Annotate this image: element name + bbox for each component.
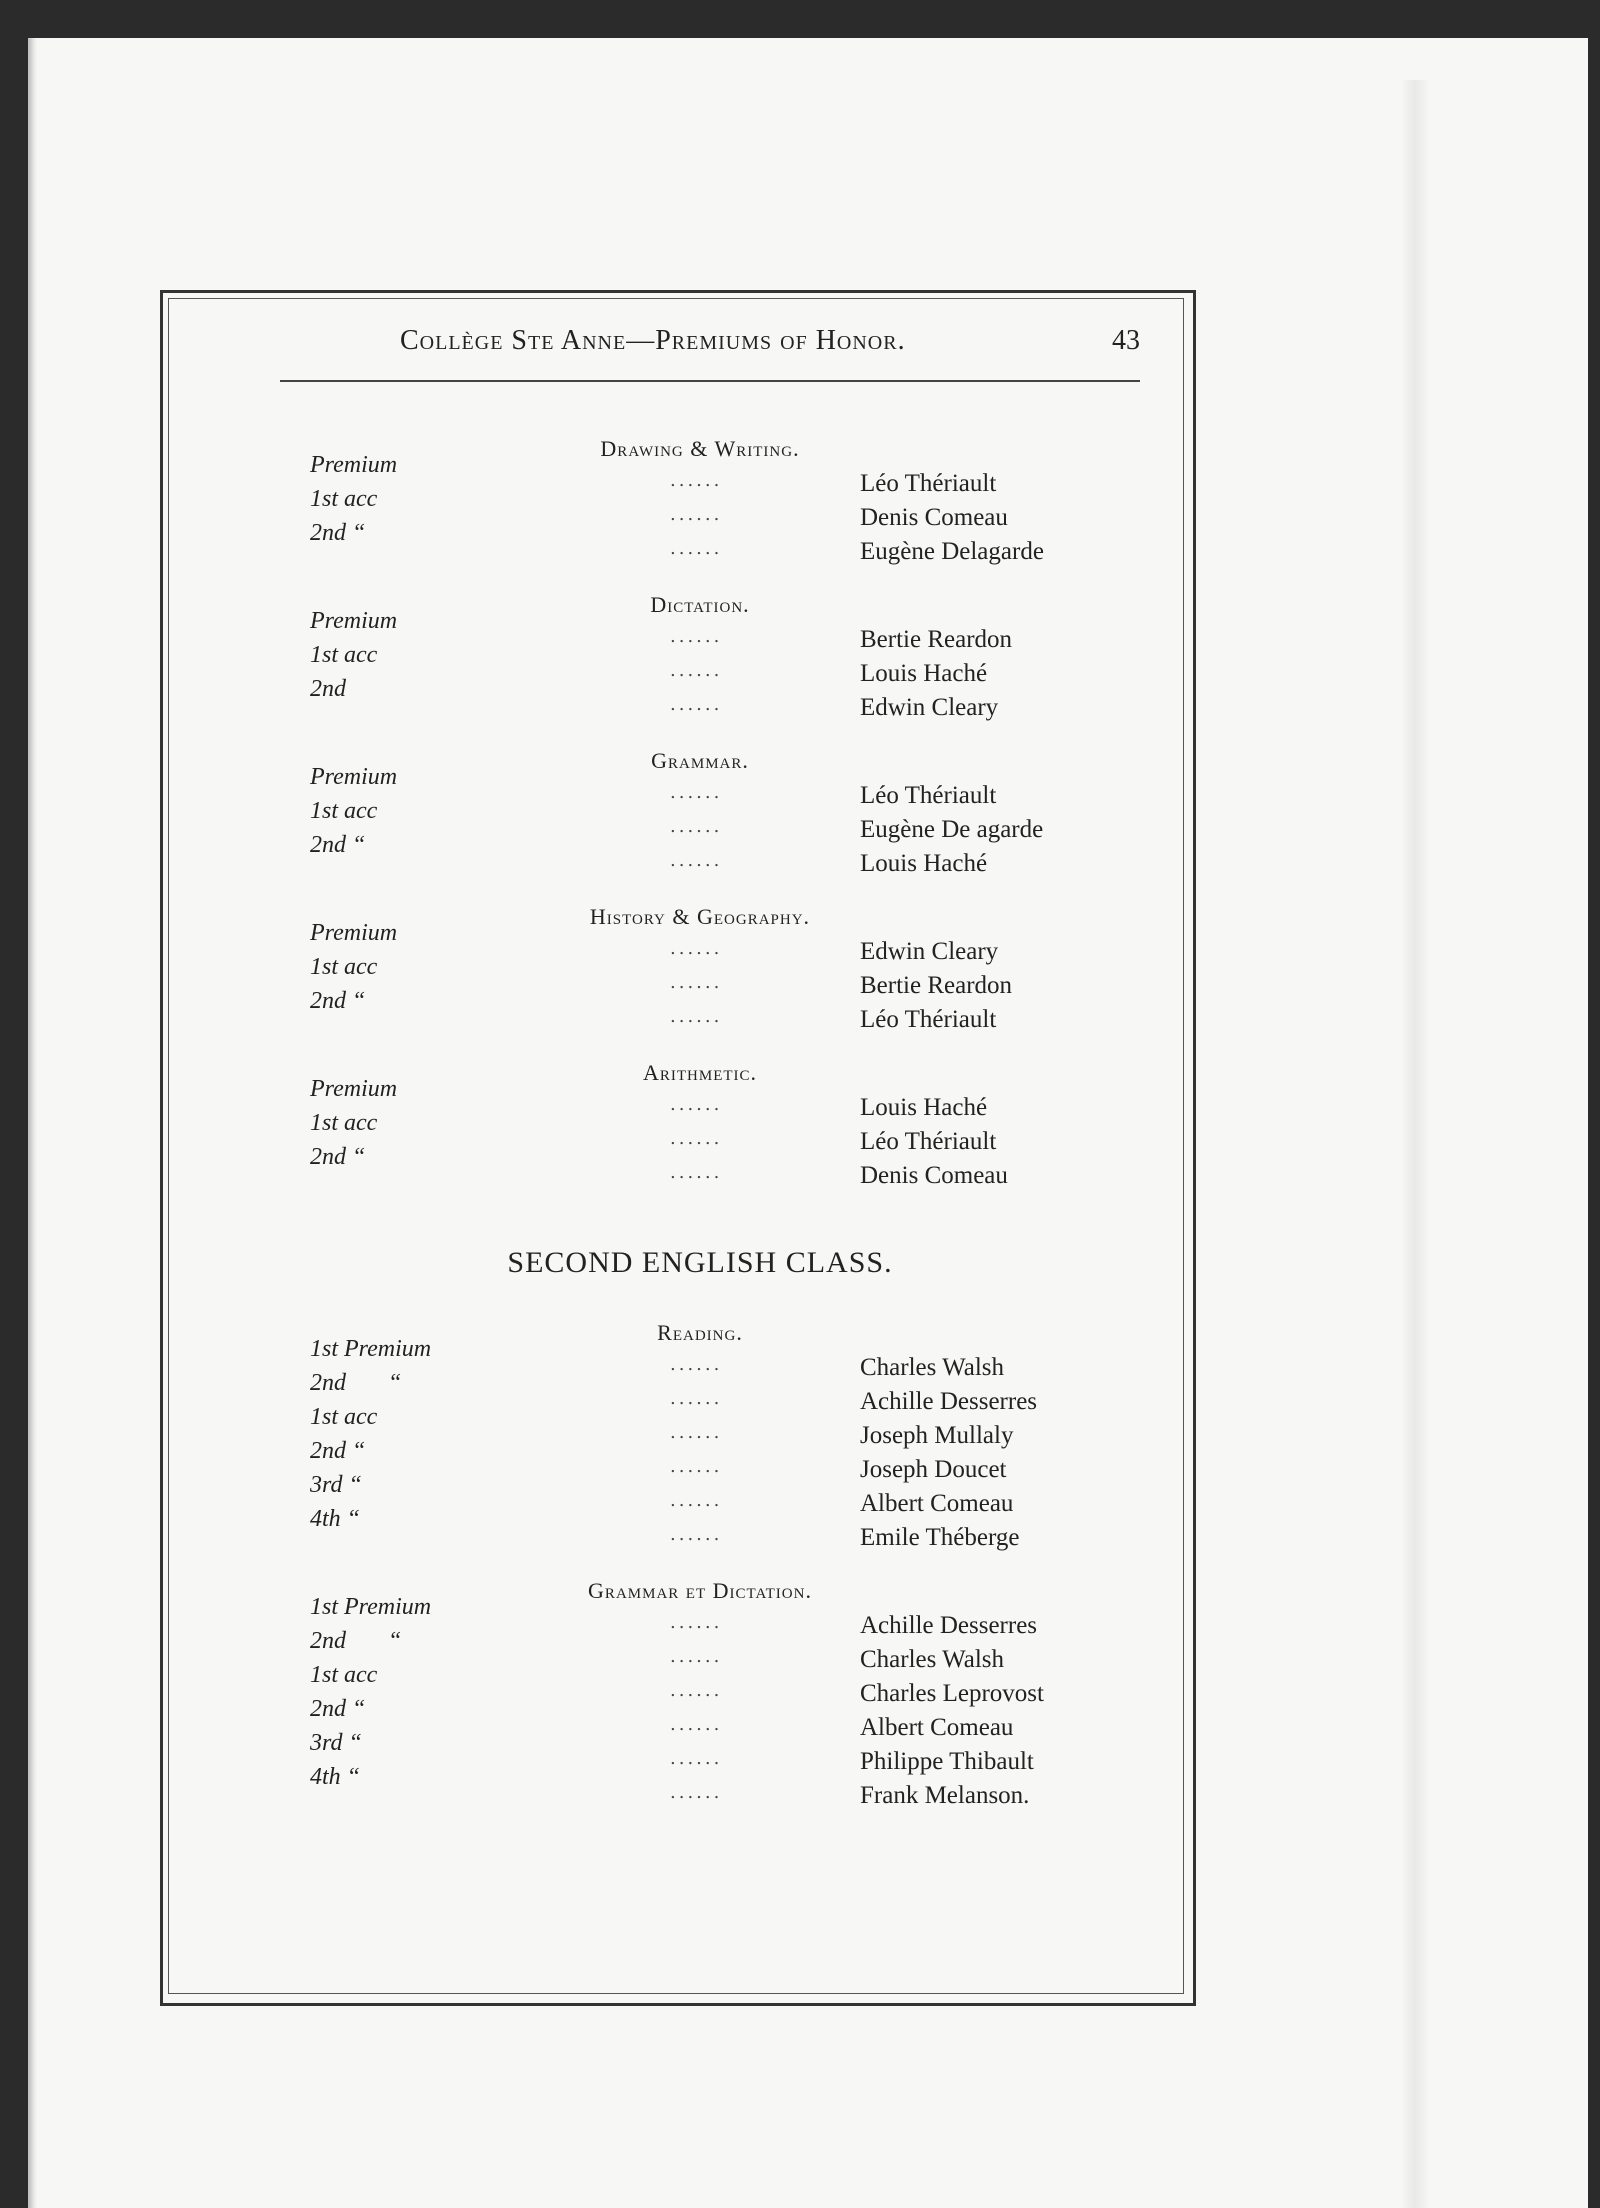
leader-dots: ...... (670, 470, 723, 491)
award-row (290, 1404, 1110, 1456)
award-row (290, 1628, 1110, 1680)
leader-dots: ...... (670, 1128, 723, 1149)
student-name: Joseph Mullaly (860, 1422, 1014, 1449)
leader-dots: ...... (670, 1612, 723, 1633)
student-name: Eugène Delagarde (860, 538, 1044, 565)
award-row (290, 520, 1110, 572)
leader-dots: ...... (670, 1748, 723, 1769)
student-name: Louis Haché (860, 1094, 988, 1121)
leader-dots: ...... (670, 782, 723, 803)
student-name: Albert Comeau (860, 1714, 1014, 1741)
award-row (290, 1438, 1110, 1490)
first-class-sections (290, 436, 1110, 1210)
leader-dots: ...... (670, 1680, 723, 1701)
section-heading: Reading. (657, 1320, 743, 1345)
section-entries (290, 452, 1110, 572)
student-name: Charles Walsh (860, 1646, 1005, 1673)
student-name: Eugène De agarde (860, 816, 1044, 843)
award-label: Premium (310, 608, 398, 634)
section-spacer (290, 572, 1110, 586)
leader-dots: ...... (670, 1006, 723, 1027)
section-entries (290, 1594, 1110, 1816)
leader-dots: ...... (670, 850, 723, 871)
award-row (290, 798, 1110, 850)
award-label: 2nd “ (310, 988, 366, 1014)
leader-dots: ...... (670, 1094, 723, 1115)
leader-dots: ...... (670, 626, 723, 647)
award-label: Premium (310, 920, 398, 946)
award-label: 1st acc (310, 798, 378, 824)
leader-dots: ...... (670, 660, 723, 681)
student-name: Louis Haché (860, 660, 988, 687)
section-spacer (290, 1558, 1110, 1572)
award-row (290, 1370, 1110, 1422)
award-row (290, 486, 1110, 538)
header-title: Collège Ste Anne—Premiums of Honor. (400, 325, 906, 356)
section-heading: Grammar. (651, 748, 749, 773)
award-row (290, 676, 1110, 728)
award-row (290, 1730, 1110, 1782)
award-label: 1st Premium (310, 1594, 432, 1620)
leader-dots: ...... (670, 1714, 723, 1735)
student-name: Louis Haché (860, 850, 988, 877)
student-name: Charles Walsh (860, 1354, 1005, 1381)
award-label: Premium (310, 764, 398, 790)
student-name: Charles Leprovost (860, 1680, 1044, 1707)
award-row (290, 1506, 1110, 1558)
section-heading: Dictation. (650, 592, 750, 617)
student-name: Edwin Cleary (860, 694, 999, 721)
student-name: Léo Thériault (860, 1128, 997, 1155)
section-spacer (290, 1040, 1110, 1054)
award-label: Premium (310, 452, 398, 478)
section-entries (290, 1076, 1110, 1196)
award-row (290, 988, 1110, 1040)
leader-dots: ...... (670, 1782, 723, 1803)
student-name: Léo Thériault (860, 470, 997, 497)
award-row (290, 1696, 1110, 1748)
premium-list (290, 430, 1110, 1830)
award-row (290, 1472, 1110, 1524)
award-label: 4th “ (310, 1506, 361, 1532)
leader-dots: ...... (670, 1646, 723, 1667)
student-name: Bertie Reardon (860, 972, 1013, 999)
award-row (290, 920, 1110, 972)
award-label: 1st acc (310, 642, 378, 668)
leader-dots: ...... (670, 1388, 723, 1409)
award-label: 2nd “ (310, 1696, 366, 1722)
running-header (280, 325, 1140, 395)
award-label: 1st acc (310, 954, 378, 980)
award-label: 2nd “ (310, 1438, 366, 1464)
award-label: 3rd “ (310, 1730, 362, 1756)
section-entries (290, 764, 1110, 884)
award-row (290, 764, 1110, 816)
page-fold-shadow (1400, 80, 1430, 2208)
award-label: 3rd “ (310, 1472, 362, 1498)
award-label: 2nd “ (310, 832, 366, 858)
leader-dots: ...... (670, 1456, 723, 1477)
award-row (290, 1110, 1110, 1162)
student-name: Albert Comeau (860, 1490, 1014, 1517)
award-row (290, 1764, 1110, 1816)
student-name: Achille Desserres (860, 1612, 1038, 1639)
award-row (290, 608, 1110, 660)
award-row (290, 452, 1110, 504)
second-class-sections (290, 1320, 1110, 1830)
section-spacer (290, 1196, 1110, 1210)
award-row (290, 1144, 1110, 1196)
award-label: 2nd “ (310, 1370, 402, 1396)
student-name: Edwin Cleary (860, 938, 999, 965)
leader-dots: ...... (670, 538, 723, 559)
student-name: Léo Thériault (860, 782, 997, 809)
section-entries (290, 1336, 1110, 1558)
section-spacer (290, 1816, 1110, 1830)
leader-dots: ...... (670, 816, 723, 837)
leader-dots: ...... (670, 938, 723, 959)
award-row (290, 1336, 1110, 1388)
leader-dots: ...... (670, 972, 723, 993)
award-label: 2nd (310, 676, 346, 702)
leader-dots: ...... (670, 1524, 723, 1545)
page-number: 43 (1112, 325, 1140, 356)
section-spacer (290, 728, 1110, 742)
student-name: Frank Melanson. (860, 1782, 1030, 1809)
award-label: 2nd “ (310, 520, 366, 546)
section-spacer (290, 884, 1110, 898)
award-label: 2nd “ (310, 1628, 402, 1654)
leader-dots: ...... (670, 1354, 723, 1375)
award-label: 1st acc (310, 1110, 378, 1136)
award-label: 1st acc (310, 1662, 378, 1688)
award-row (290, 1662, 1110, 1714)
award-row (290, 1076, 1110, 1128)
student-name: Bertie Reardon (860, 626, 1013, 653)
student-name: Léo Thériault (860, 1006, 997, 1033)
section-entries (290, 920, 1110, 1040)
leader-dots: ...... (670, 1162, 723, 1183)
section-entries (290, 608, 1110, 728)
student-name: Joseph Doucet (860, 1456, 1007, 1483)
student-name: Denis Comeau (860, 1162, 1008, 1189)
award-label: Premium (310, 1076, 398, 1102)
award-label: 1st acc (310, 1404, 378, 1430)
header-rule (280, 380, 1140, 382)
student-name: Emile Théberge (860, 1524, 1020, 1551)
award-label: 4th “ (310, 1764, 361, 1790)
award-label: 1st acc (310, 486, 378, 512)
section-heading: History & Geography. (589, 904, 811, 929)
student-name: Philippe Thibault (860, 1748, 1034, 1775)
student-name: Achille Desserres (860, 1388, 1038, 1415)
award-label: 1st Premium (310, 1336, 432, 1362)
section-heading: Arithmetic. (642, 1060, 758, 1085)
award-label: 2nd “ (310, 1144, 366, 1170)
leader-dots: ...... (670, 504, 723, 525)
class-heading: SECOND ENGLISH CLASS. (507, 1246, 893, 1279)
award-row (290, 642, 1110, 694)
leader-dots: ...... (670, 694, 723, 715)
student-name: Denis Comeau (860, 504, 1008, 531)
section-heading: Drawing & Writing. (600, 436, 800, 461)
section-heading: Grammar et Dictation. (588, 1578, 812, 1603)
award-row (290, 832, 1110, 884)
leader-dots: ...... (670, 1422, 723, 1443)
award-row (290, 954, 1110, 1006)
leader-dots: ...... (670, 1490, 723, 1511)
award-row (290, 1594, 1110, 1646)
